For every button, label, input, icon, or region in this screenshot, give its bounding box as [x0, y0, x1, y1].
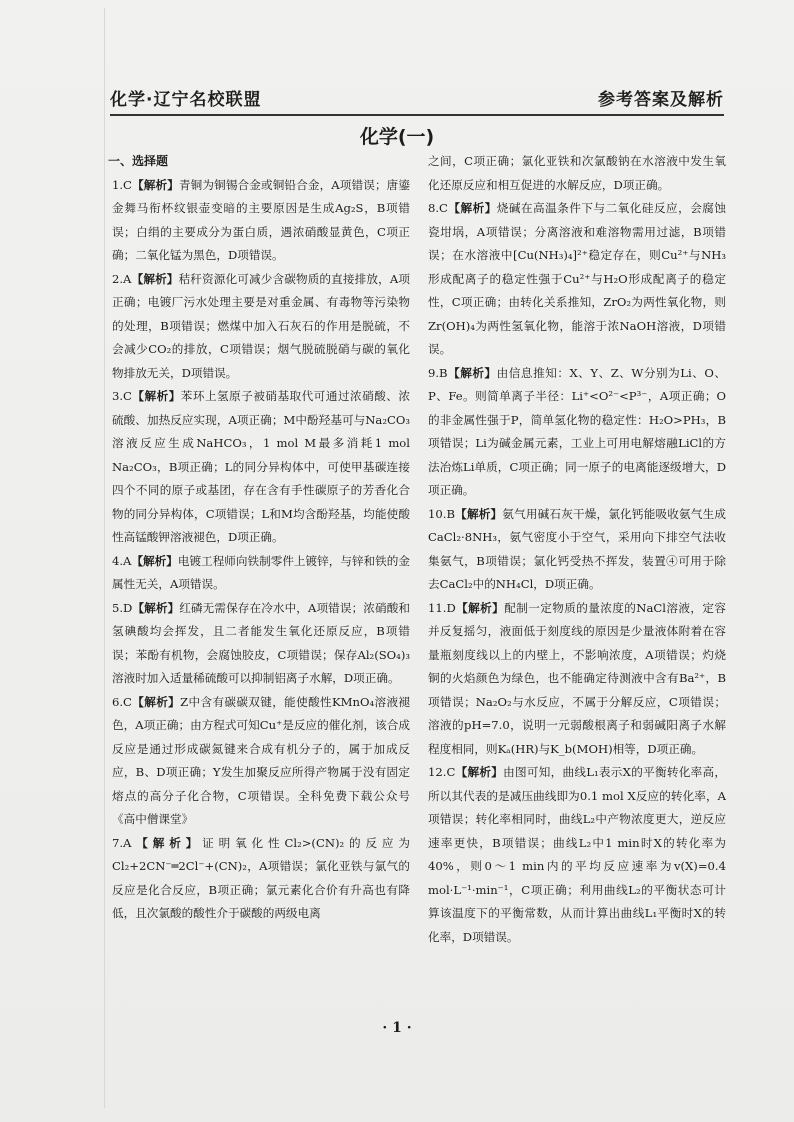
answer-item — [112, 550, 410, 597]
answer-text: 电镀工程师向铁制零件上镀锌，与锌和铁的金属性无关，A项错误。 — [112, 553, 410, 591]
analysis-tag: 【解析】 — [131, 694, 181, 709]
answer-number: 7.A — [112, 835, 132, 850]
answer-text: 烧碱在高温条件下与二氧化硅反应，会腐蚀瓷坩埚，A项错误；分离溶液和难溶物需用过滤，B项错误；在水溶液中[Cu(NH₃)₄]²⁺稳定存在，则Cu²⁺与NH₃形成配离子的稳定性强于Cu²⁺与H₂O形成配离子的稳定性，C项正确；由转化关系推知，ZrO₂为两性氧化物，则Zr(OH)₄为两性氢氧化物，能溶于浓NaOH溶液，D项错误。 — [428, 201, 726, 356]
answer-item — [428, 362, 726, 503]
analysis-tag: 【解析】 — [131, 389, 181, 403]
section-heading: 一、选择题 — [108, 154, 169, 168]
analysis-tag: 【解析】 — [447, 365, 497, 380]
answer-text: 青铜为铜锡合金或铜铅合金，A项错误；唐鎏金舞马衔杯纹银壶变暗的主要原因是生成Ag₂S，B项错误；白绢的主要成分为蛋白质，遇浓硝酸显黄色，C项正确；二氧化锰为黑色，D项错误。 — [112, 177, 410, 262]
answer-item — [112, 832, 410, 926]
right-column — [428, 150, 726, 949]
answer-number: 9.B — [428, 365, 448, 380]
analysis-tag: 【解析】 — [447, 201, 497, 215]
page-header — [110, 86, 724, 116]
answer-item — [112, 174, 410, 268]
analysis-tag: 【解析】 — [131, 835, 203, 850]
answer-text: 配制一定物质的量浓度的NaCl溶液，定容并反复摇匀，液面低于刻度线的原因是少量液体附着在容量瓶刻度线以上的内壁上，不影响浓度，A项错误；灼烧铜的火焰颜色为绿色，也不能确定待测液中含有Ba²⁺，B项错误；Na₂O₂与水反应，不属于分解反应，C项错误；溶液的pH=7.0，说明一元弱酸根离子和弱碱阳离子水解程度相同，则Kₐ(HR)与K_b(MOH)相等，D项正确。 — [428, 600, 726, 756]
answer-text: 之间，C项正确；氯化亚铁和次氯酸钠在水溶液中发生氧化还原反应和相互促进的水解反应，D项正确。 — [428, 154, 726, 192]
answer-item — [112, 691, 410, 832]
analysis-tag: 【解析】 — [455, 765, 504, 779]
answer-item — [428, 197, 726, 362]
answer-number: 6.C — [112, 694, 132, 709]
answer-item — [428, 503, 726, 597]
answer-item — [428, 150, 726, 197]
answer-number: 8.C — [428, 201, 448, 215]
left-column — [108, 150, 410, 926]
answer-number: 12.C — [428, 765, 456, 779]
answer-text: Z中含有碳碳双键，能使酸性KMnO₄溶液褪色，A项正确；由方程式可知Cu⁺是反应的催化剂，该合成反应是通过形成碳氮键来合成有机分子的，属于加成反应，B、D项正确；Y发生加聚反应所得产物属于没有固定熔点的高分子化合物，C项错误。全科免费下载公众号《高中僧课堂》 — [112, 694, 410, 826]
answer-text: 由信息推知：X、Y、Z、W分别为Li、O、P、Fe。则简单离子半径：Li⁺<O²⁻<P³⁻，A项正确；O的非金属性强于P，简单氢化物的稳定性：H₂O>PH₃，B项错误；Li为碱金属元素，工业上可用电解熔融LiCl的方法冶炼Li单质，C项正确；同一原子的电离能逐级增大，D项正确。 — [428, 365, 726, 497]
page-number: · 1 · — [382, 1020, 412, 1036]
answer-number: 3.C — [112, 389, 132, 403]
header-title: 化学·辽宁名校联盟 — [110, 90, 262, 110]
answer-number: 2.A — [112, 271, 132, 286]
scan-edge — [104, 8, 105, 1108]
answer-item — [428, 761, 726, 949]
answer-number: 1.C — [112, 177, 132, 192]
answer-number: 5.D — [112, 600, 133, 615]
page-title: 化学(一) — [359, 126, 435, 148]
answer-number: 10.B — [428, 506, 455, 521]
analysis-tag: 【解析】 — [131, 271, 179, 286]
answer-item — [112, 597, 410, 691]
answer-item — [428, 597, 726, 762]
answer-list-right — [428, 150, 726, 949]
analysis-tag: 【解析】 — [131, 177, 179, 192]
answer-list-left — [112, 174, 410, 926]
answer-text: 秸秆资源化可减少含碳物质的直接排放，A项正确；电镀厂污水处理主要是对重金属、有毒物等污染物的处理，B项错误；燃煤中加入石灰石的作用是脱硫，不会减少CO₂的排放，C项错误；烟气脱硫脱硝与碳的氧化物排放无关，D项错误。 — [112, 271, 410, 380]
answer-text: 红磷无需保存在冷水中，A项错误；浓硝酸和氢碘酸均会挥发，且二者能发生氧化还原反应，B项错误；苯酚有机物，会腐蚀胶皮，C项错误；保存Al₂(SO₄)₃溶液时加入适量稀硫酸可以抑制铝离子水解，D项正确。 — [112, 600, 410, 685]
answer-text: 苯环上氢原子被硝基取代可通过浓硝酸、浓硫酸、加热反应实现，A项正确；M中酚羟基可与Na₂CO₃溶液反应生成NaHCO₃，1 mol M最多消耗1 mol Na₂CO₃，B项正确；L的同分异构体中，可使甲基碳连接四个不同的原子或基团，存在含有手性碳原子的芳香化合物的同分异构体，C项错误；L和M均含酚羟基，均能使酸性高锰酸钾溶液褪色，D项正确。 — [112, 389, 410, 544]
answer-text: 证明氧化性Cl₂>(CN)₂的反应为Cl₂+2CN⁻═2Cl⁻+(CN)₂，A项错误；氯化亚铁与氯气的反应是化合反应，B项正确；氯元素化合价有升高也有降低，且次氯酸的酸性介于碳酸的两级电离 — [112, 835, 410, 920]
analysis-tag: 【解析】 — [455, 600, 505, 615]
analysis-tag: 【解析】 — [131, 553, 178, 568]
analysis-tag: 【解析】 — [454, 506, 503, 521]
analysis-tag: 【解析】 — [132, 600, 180, 615]
answer-number: 4.A — [112, 553, 132, 568]
answer-text: 氨气用碱石灰干燥，氯化钙能吸收氨气生成CaCl₂·8NH₃，氨气密度小于空气，采用向下排空气法收集氨气，B项错误；氯化钙受热不挥发，装置④可用于除去CaCl₂中的NH₄Cl，D项正确。 — [428, 506, 726, 591]
header-subtitle: 参考答案及解析 — [598, 90, 724, 110]
answer-item — [112, 385, 410, 550]
answer-number: 11.D — [428, 600, 456, 615]
answer-item — [112, 268, 410, 386]
answer-text: 由图可知，曲线L₁表示X的平衡转化率高，所以其代表的是减压曲线即为0.1 mol X反应的转化率，A项错误；转化率相同时，曲线L₂中产物浓度更大，逆反应速率更快，B项错误；曲线L₂中1 min时X的转化率为40%，则0～1 min内的平均反应速率为v(X)=0.4 mol·L⁻¹·min⁻¹，C项正确；利用曲线L₂的平衡状态可计算该温度下的平衡常数，从而计算出曲线L₁平衡时X的转化率，D项错误。 — [428, 765, 726, 944]
